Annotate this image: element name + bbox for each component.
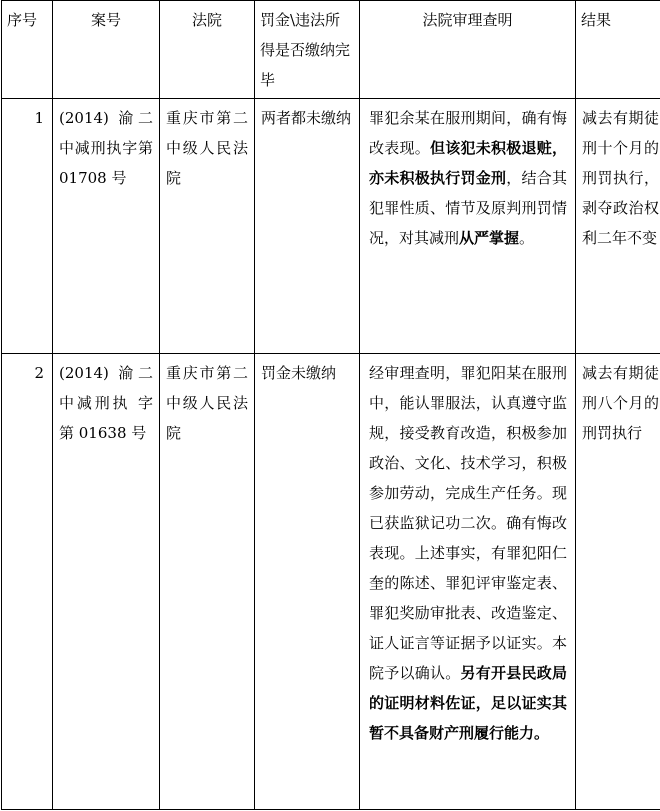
header-cell-result: 结果: [576, 1, 660, 99]
cell-fine-paid: 两者都未缴纳: [255, 99, 360, 354]
cell-fine-paid: 罚金未缴纳: [255, 354, 360, 810]
cell-result: 减去有期徒刑十个月的刑罚执行，剥夺政治权利二年不变: [576, 99, 660, 354]
header-cell-case-no: 案号: [53, 1, 160, 99]
header-cell-court: 法院: [160, 1, 255, 99]
cell-result: 减去有期徒刑八个月的刑罚执行: [576, 354, 660, 810]
cell-court: 重庆市第二中级人民法院: [160, 99, 255, 354]
case-table: [1, 0, 660, 810]
findings-text: 罪犯余某在服刑期间，确有悔改表现。但该犯未积极退赃，亦未积极执行罚金刑，结合其犯罪性质、情节及原判刑罚情况，对其减刑从严掌握。: [369, 109, 567, 247]
header-cell-fine-paid: 罚金\违法所得是否缴纳完毕: [255, 1, 360, 99]
findings-text: 经审理查明，罪犯阳某在服刑中，能认罪服法，认真遵守监规，接受教育改造，积极参加政治、文化、技术学习，积极参加劳动，完成生产任务。现已获监狱记功二次。确有悔改表现。上述事实，有罪犯阳仁奎的陈述、罪犯评审鉴定表、罪犯奖励审批表、改造鉴定、证人证言等证据予以证实。本院予以确认。另有开县民政局的证明材料佐证，足以证实其暂不具备财产刑履行能力。: [369, 364, 567, 742]
cell-case-no: (2014) 渝二中减刑执字第 01708 号: [53, 99, 160, 354]
table-row: [2, 354, 660, 810]
table-row: [2, 99, 660, 354]
cell-seq: 1: [2, 99, 53, 354]
header-cell-seq: 序号: [2, 1, 53, 99]
cell-findings: [360, 99, 576, 354]
cell-case-no: (2014) 渝二中减刑执 字 第 01638 号: [53, 354, 160, 810]
table-header-row: [2, 1, 660, 99]
cell-findings: [360, 354, 576, 810]
header-cell-findings: 法院审理查明: [360, 1, 576, 99]
cell-seq: 2: [2, 354, 53, 810]
cell-court: 重庆市第二中级人民法院: [160, 354, 255, 810]
